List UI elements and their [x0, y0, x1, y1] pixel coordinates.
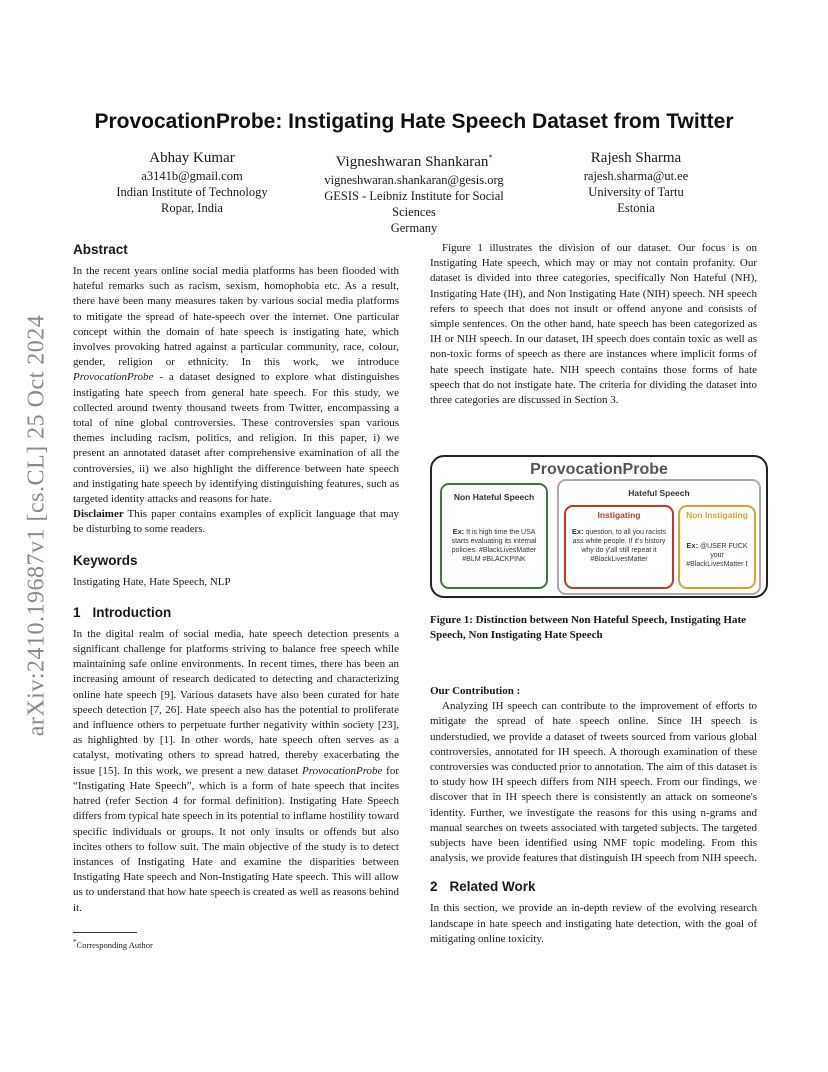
author-affiliation: Indian Institute of Technology — [116, 185, 268, 199]
corresponding-mark: * — [488, 153, 493, 162]
arxiv-id: arXiv:2410.19687v1 [cs.CL] 25 Oct 2024 — [23, 314, 50, 736]
author-affiliation-cont: Sciences — [392, 205, 436, 219]
figure-1 — [430, 455, 768, 598]
figure-title: ProvocationProbe — [530, 461, 668, 478]
right-column-top — [430, 241, 757, 408]
author-affiliation: University of Tartu — [588, 185, 684, 199]
abstract-heading: Abstract — [73, 242, 128, 257]
keywords-text: Instigating Hate, Hate Speech, NLP — [73, 575, 231, 588]
author-email: rajesh.sharma@ut.ee — [583, 169, 689, 183]
figure-caption: Figure 1: Distinction between Non Hateful Speech, Instigating Hate Speech, Non Instigating Hate Speech — [430, 614, 747, 641]
left-column — [73, 241, 399, 951]
right-column-bottom — [430, 684, 757, 947]
arxiv-sidebar — [22, 290, 52, 760]
contribution-text: Analyzing IH speech can contribute to the improvement of efforts to mitigate the spread of hate speech online. Since IH speech is understudied, we provide a dataset of tweets sourced from various global controversies, annotated for IH speech. A thorough examination of these controversies was conducted prior to annotation. The aim of this dataset is to study how IH speech differs from NIH speech. From our findings, we discover that in IH speech there is consistently an attack on someone's identity. Further, we investigate the reasons for this using n-grams and manual searches on tweets associated with targeted subjects. The targeted subjects have been identified using NMF topic modeling. From this analysis, we provide features that distinguish IH speech from NIH speech. — [430, 700, 757, 865]
non-instigating-example: Ex: @USER FUCK your #BlackLivesMatter ! — [686, 541, 748, 568]
author-location: Ropar, India — [161, 201, 223, 215]
author-1 — [80, 148, 304, 216]
instigating-box — [564, 505, 674, 589]
related-heading: 2 Related Work — [430, 879, 536, 895]
author-affiliation: GESIS - Leibniz Institute for Social — [324, 189, 504, 203]
non-hateful-example: Ex: It is high time the USA starts evaluating its internal policies. #BlackLivesMatter #BLM #BLACKPINK — [451, 527, 537, 563]
non-instigating-box — [678, 505, 756, 589]
related-text: In this section, we provide an in-depth review of the evolving research landscape in hate speech and instigating hate detection, with the goal of mitigating online toxicity. — [430, 902, 757, 945]
author-email: vigneshwaran.shankaran@gesis.org — [324, 173, 504, 187]
intro-heading: 1 Introduction — [73, 604, 172, 620]
instigating-label: Instigating — [597, 510, 641, 520]
author-location: Estonia — [617, 201, 655, 215]
author-3 — [530, 148, 742, 216]
paper-title: ProvocationProbe: Instigating Hate Speech Dataset from Twitter — [94, 110, 734, 133]
author-name: Abhay Kumar — [149, 150, 235, 166]
warning-mark: ! — [745, 561, 748, 568]
author-name: Vigneshwaran Shankaran — [335, 154, 489, 170]
non-hateful-box — [440, 483, 548, 589]
figure-intro-text: Figure 1 illustrates the division of our dataset. Our focus is on Instigating Hate speech, which may or may not contain profanity. Our dataset is divided into three categories, specifically Non Hateful (NH), Instigating Hate (IH), and Non Instigating Hate (NIH) speech. NH speech refers to speech that does not insult or offend anyone and consists of simple sentences. On the other hand, hate speech has been categorized as IH or NIH speech. In our dataset, IH speech does contain toxic as well as non-toxic forms of speech as there are instances where implicit forms of hate speech instigate hate. NIH speech contains those forms of hate speech that do not instigate hate. The criteria for dividing the dataset into three categories are discussed in Section 3. — [430, 242, 757, 407]
intro-text: In the digital realm of social media, hate speech detection presents a significant challenge for platforms striving to balance free speech while maintaining safe online environments. In recent times, there has been an increasing amount of research dedicated to detecting and characterizing online hate speech [9]. Various datasets have also been curated for hate speech detection [7, 26]. Hate speech also has the potential to proliferate and influence others to perpetuate further negativity within society [23], as highlighted by [1]. In other words, hate speech often serves as a catalyst, motivating others to spread hatred, thereby exacerbating the issue [15]. In this work, we present a new dataset ProvocationProbe for “Instigating Hate Speech”, which is a form of hate speech that incites hatred (refer Section 4 for formal definition). Instigating Hate Speech differs from typical hate speech in its potential to inflame hostility toward specific individuals or groups. It not only insults or offends but also incites others to follow suit. The main objective of the study is to detect instances of Instigating Hate and examine the disparities between Instigating Hate speech and Non-Instigating Hate speech. This will allow us to understand that how hate speech is created as well as reasons behind it. — [73, 627, 399, 914]
instigating-example: Ex: question, to all you racists ass white people. If it's history why do y'all still repeat it #BlackLivesMatter — [571, 527, 667, 563]
non-instigating-label: Non Instigating — [686, 510, 748, 520]
footnote-divider — [73, 932, 137, 933]
contribution-heading: Our Contribution : — [430, 685, 521, 697]
non-hateful-label: Non Hateful Speech — [453, 492, 535, 502]
footnote: *Corresponding Author — [73, 937, 153, 950]
abstract-text: In the recent years online social media platforms has been flooded with hateful remarks such as racism, sexism, homophobia etc. As a result, there have been many measures taken by various social media platforms to mitigate the spread of hate-speech over the internet. One particular concept within the domain of hate speech is instigating hate, which involves provoking hatred against a particular community, race, colour, gender, religion or ethnicity. In this work, we introduce ProvocationProbe - a dataset designed to explore what distinguishes instigating hate speech from general hate speech. For this study, we collected around twenty thousand tweets from Twitter, encompassing a total of nine global controversies. These controversies span various themes including racism, politics, and religion. In this paper, i) we present an annotated dataset after comprehensive examination of all the controversies, ii) we also highlight the difference between hate speech and instigating hate speech by identifying distinguishing features, such as targeted identity attacks and reasons for hate. — [73, 265, 399, 506]
author-email: a3141b@gmail.com — [141, 169, 243, 183]
disclaimer: Disclaimer This paper contains examples of explicit language that may be disturbing to some readers. — [73, 508, 399, 536]
hateful-label: Hateful Speech — [628, 488, 690, 498]
author-2 — [300, 148, 528, 236]
keywords-heading: Keywords — [73, 552, 138, 568]
author-name: Rajesh Sharma — [590, 150, 682, 166]
author-location: Germany — [390, 221, 438, 235]
